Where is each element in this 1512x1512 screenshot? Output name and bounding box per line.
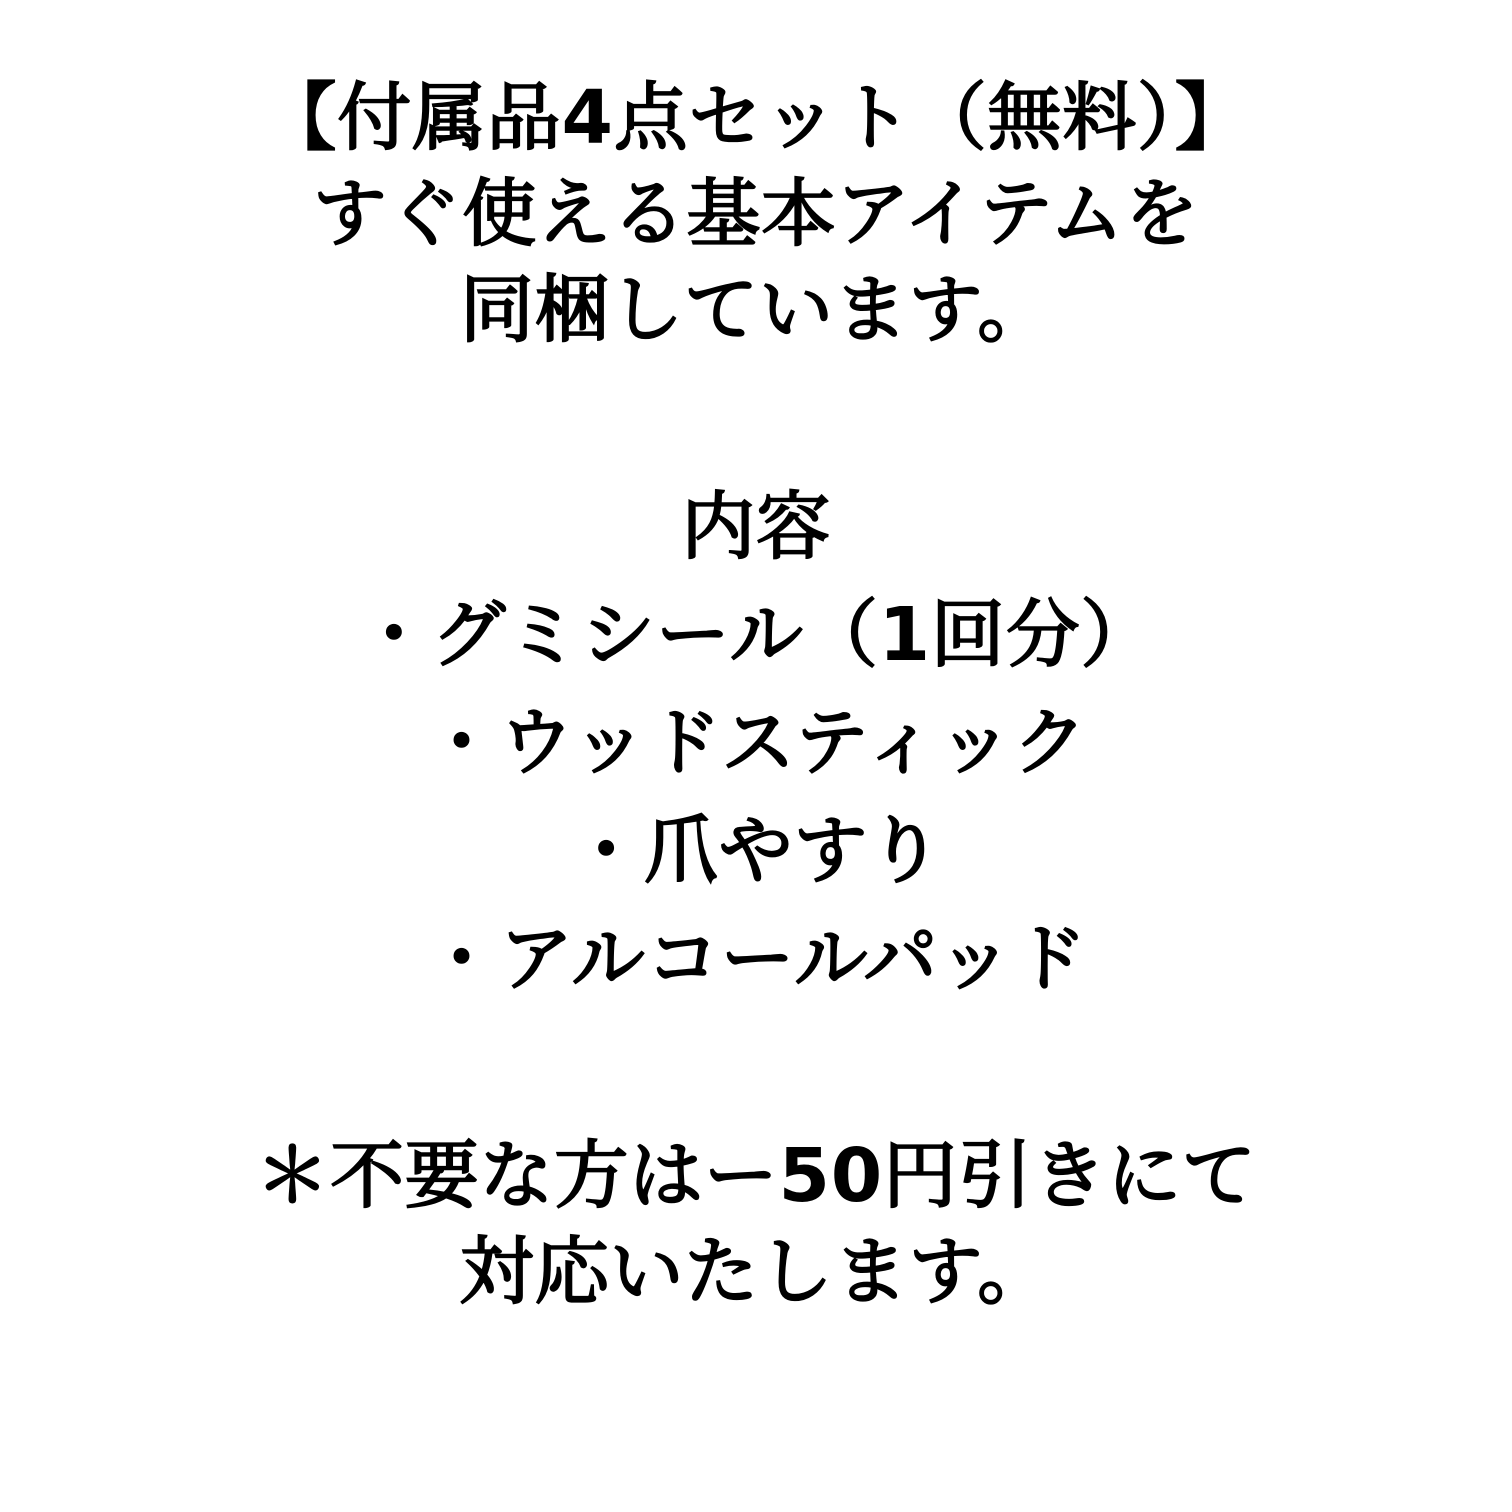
discount-note-line-1: ＊不要な方はー50円引きにて — [255, 1132, 1257, 1219]
included-items-list — [60, 575, 1452, 1008]
list-item: ・ウッドスティック — [424, 699, 1088, 786]
contents-title: 内容 — [681, 483, 831, 570]
headline-line-3: 同梱しています。 — [460, 267, 1052, 354]
headline-line-2: すぐ使える基本アイテムを — [312, 171, 1200, 258]
contents-title-block — [60, 479, 1452, 575]
list-item: ・グミシール（1回分） — [356, 591, 1156, 678]
discount-note-line-2: 対応いたします。 — [460, 1228, 1052, 1315]
discount-note-block — [60, 1128, 1452, 1320]
list-item: ・爪やすり — [569, 808, 943, 895]
list-item: ・アルコールパッド — [424, 916, 1088, 1003]
headline-block — [60, 70, 1452, 359]
headline-line-1: 【付属品4点セット（無料）】 — [262, 75, 1250, 161]
